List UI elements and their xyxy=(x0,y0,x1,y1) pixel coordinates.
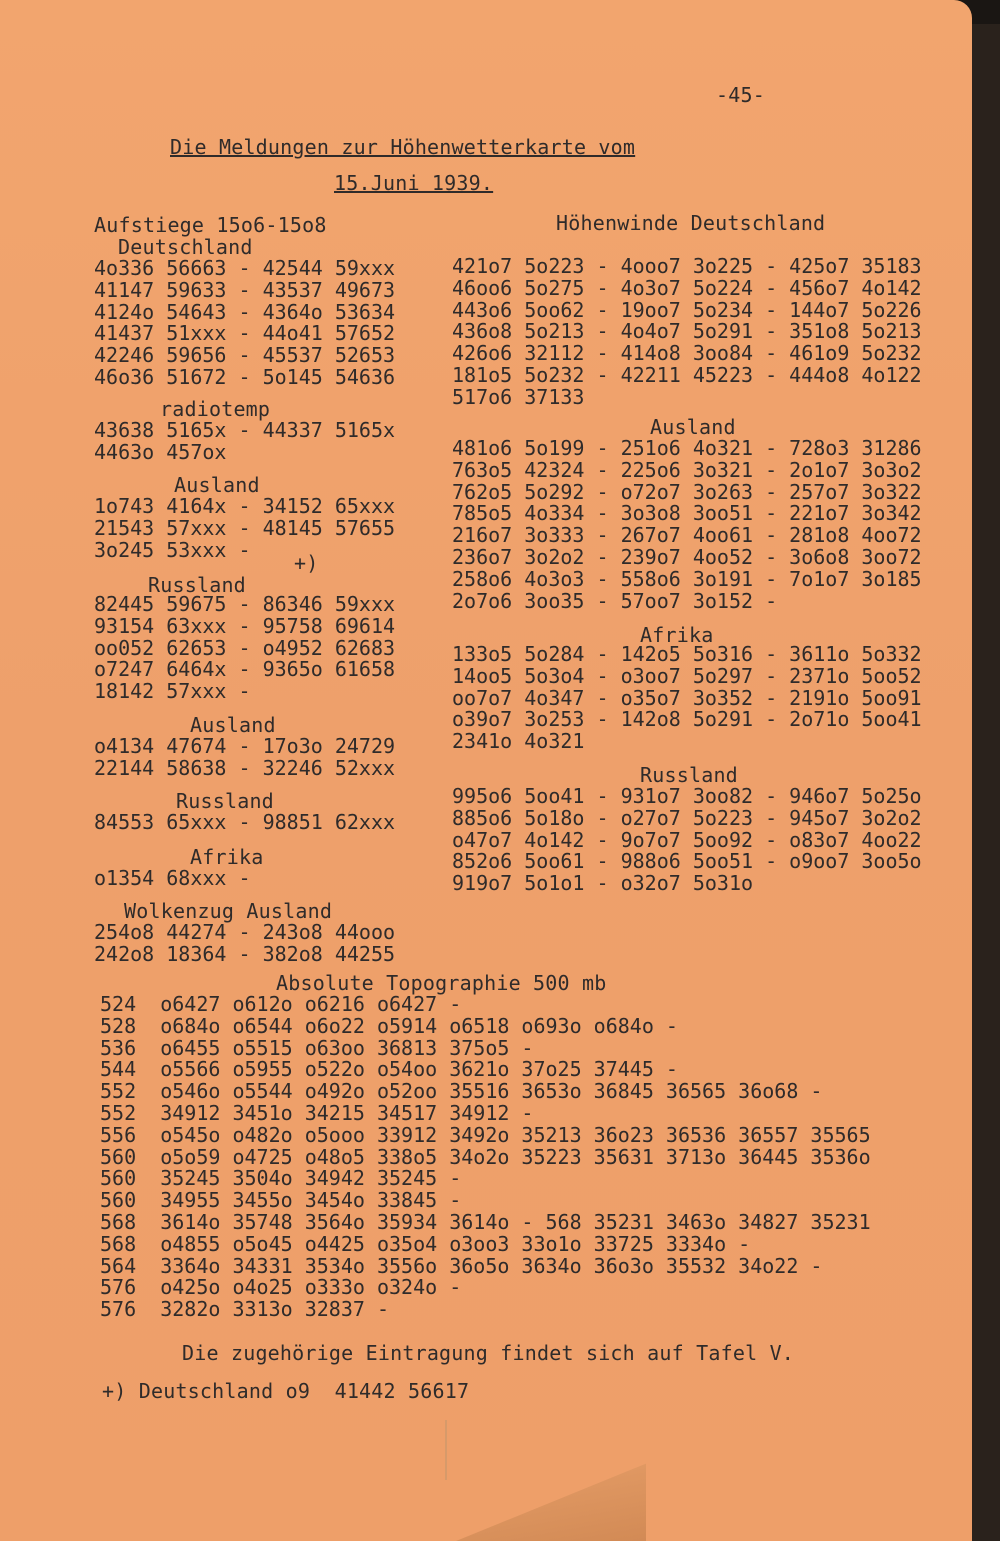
data-line: 443o6 5oo62 - 19oo7 5o234 - 144o7 5o226 xyxy=(452,297,922,322)
data-line: 536 o6455 o5515 o63oo 36813 375o5 - xyxy=(100,1035,534,1060)
data-line: 560 o5o59 o4725 o48o5 338o5 34o2o 35223 35631 3713o 36445 3536o xyxy=(100,1144,871,1169)
data-line: 46o36 51672 - 5o145 54636 xyxy=(94,364,396,389)
document-title: Die Meldungen zur Höhenwetterkarte vom xyxy=(170,135,636,159)
data-line: 552 o546o o5544 o492o o52oo 35516 3653o 36845 36565 36o68 - xyxy=(100,1079,823,1104)
data-line: 885o6 5o18o - o27o7 5o223 - 945o7 3o2o2 xyxy=(452,805,922,830)
data-line: 84553 65xxx - 98851 62xxx xyxy=(94,810,396,834)
data-line: 919o7 5o1o1 - o32o7 5o31o xyxy=(452,871,754,896)
section-afrika-heading: Afrika xyxy=(190,845,264,869)
data-line: 3o245 53xxx - xyxy=(94,537,251,562)
paper-tear xyxy=(456,1455,646,1541)
data-line: 41147 59633 - 43537 49673 xyxy=(94,277,396,302)
paper-scratch xyxy=(445,1420,447,1480)
section-topographie-heading: Absolute Topographie 500 mb xyxy=(276,971,607,995)
ausland-data xyxy=(94,496,395,561)
data-line: o39o7 3o253 - 142o8 5o291 - 2o71o 5oo41 xyxy=(452,707,922,732)
data-line: 236o7 3o2o2 - 239o7 4oo52 - 3o6o8 3oo72 xyxy=(452,544,922,569)
topographie-data xyxy=(100,994,871,1321)
data-line: 242o8 18364 - 382o8 44255 xyxy=(94,941,396,966)
document-date: 15.Juni 1939. xyxy=(334,171,494,195)
section-russland-wind-heading: Russland xyxy=(640,763,738,787)
section-ausland-heading: Ausland xyxy=(174,473,260,497)
data-line: oo7o7 4o347 - o35o7 3o352 - 2191o 5oo91 xyxy=(452,685,922,710)
data-line: 421o7 5o223 - 4ooo7 3o225 - 425o7 35183 xyxy=(452,254,922,278)
data-line: 560 35245 3504o 34942 35245 - xyxy=(100,1166,462,1191)
russland-wind-data xyxy=(452,786,922,895)
data-line: 216o7 3o333 - 267o7 4oo61 - 281o8 4oo72 xyxy=(452,523,922,548)
section-hoehenwinde-heading: Höhenwinde Deutschland xyxy=(556,211,826,235)
data-line: 568 3614o 35748 3564o 35934 3614o - 568 35231 3463o 34827 35231 xyxy=(100,1209,871,1234)
data-line: 82445 59675 - 86346 59xxx xyxy=(94,592,396,616)
data-line: 2o7o6 3oo35 - 57oo7 3o152 - xyxy=(452,588,778,613)
data-line: 254o8 44274 - 243o8 44ooo xyxy=(94,920,396,944)
data-line: 2341o 4o321 xyxy=(452,729,585,754)
russland-data-2 xyxy=(94,812,395,834)
data-line: 22144 58638 - 32246 52xxx xyxy=(94,755,396,780)
data-line: 560 34955 3455o 3454o 33845 - xyxy=(100,1188,462,1213)
aufstiege-deutschland-data xyxy=(94,258,395,389)
data-line: 763o5 42324 - 225o6 3o321 - 2o1o7 3o3o2 xyxy=(452,457,922,482)
afrika-data xyxy=(94,868,251,890)
data-line: 556 o545o o482o o5ooo 33912 3492o 35213 36o23 36536 36557 35565 xyxy=(100,1122,871,1147)
data-line: 18142 57xxx - xyxy=(94,679,251,704)
russland-data xyxy=(94,594,395,703)
section-ausland-wind-heading: Ausland xyxy=(650,415,736,439)
wolkenzug-data xyxy=(94,922,395,966)
footnote-marker: +) xyxy=(294,551,319,575)
data-line: 564 3364o 34331 3534o 3556o 36o5o 3634o 36o3o 35532 34o22 - xyxy=(100,1253,823,1278)
footnote: +) Deutschland o9 41442 56617 xyxy=(102,1379,470,1403)
section-deutschland-subheading: Deutschland xyxy=(118,235,253,259)
data-line: 552 34912 3451o 34215 34517 34912 - xyxy=(100,1100,534,1125)
data-line: 576 o425o o4o25 o333o o324o - xyxy=(100,1275,462,1300)
data-line: 4463o 457ox xyxy=(94,439,227,464)
data-line: 41437 51xxx - 44o41 57652 xyxy=(94,321,396,346)
data-line: 4o336 56663 - 42544 59xxx xyxy=(94,256,396,280)
data-line: 14oo5 5o3o4 - o3oo7 5o297 - 2371o 5oo52 xyxy=(452,663,922,688)
data-line: 481o6 5o199 - 251o6 4o321 - 728o3 31286 xyxy=(452,436,922,460)
data-line: o1354 68xxx - xyxy=(94,866,251,890)
data-line: 43638 5165x - 44337 5165x xyxy=(94,418,396,442)
data-line: 517o6 37133 xyxy=(452,384,585,409)
data-line: 258o6 4o3o3 - 558o6 3o191 - 7o1o7 3o185 xyxy=(452,566,922,591)
data-line: 46oo6 5o275 - 4o3o7 5o224 - 456o7 4o142 xyxy=(452,275,922,300)
ausland-data-2 xyxy=(94,736,395,780)
radiotemp-data xyxy=(94,420,395,464)
data-line: 995o6 5oo41 - 931o7 3oo82 - 946o7 5o25o xyxy=(452,784,922,808)
section-afrika-wind-heading: Afrika xyxy=(640,623,714,647)
data-line: 762o5 5o292 - o72o7 3o263 - 257o7 3o322 xyxy=(452,479,922,504)
ausland-wind-data xyxy=(452,438,922,612)
data-line: 133o5 5o284 - 142o5 5o316 - 3611o 5o332 xyxy=(452,642,922,666)
data-line: o47o7 4o142 - 9o7o7 5oo92 - o83o7 4oo22 xyxy=(452,827,922,852)
data-line: o7247 6464x - 9365o 61658 xyxy=(94,657,396,682)
data-line: 544 o5566 o5955 o522o o54oo 3621o 37o25 37445 - xyxy=(100,1057,678,1082)
data-line: 524 o6427 o612o o6216 o6427 - xyxy=(100,992,462,1016)
page-edge-shadow xyxy=(972,24,1000,1541)
data-line: 852o6 5oo61 - 988o6 5oo51 - o9oo7 3oo5o xyxy=(452,849,922,874)
data-line: 426o6 32112 - 414o8 3oo84 - 461o9 5o232 xyxy=(452,341,922,366)
data-line: 1o743 4164x - 34152 65xxx xyxy=(94,494,396,518)
closing-note: Die zugehörige Eintragung findet sich auf Tafel V. xyxy=(182,1341,795,1365)
data-line: 436o8 5o213 - 4o4o7 5o291 - 351o8 5o213 xyxy=(452,319,922,344)
data-line: 528 o684o o6544 o6o22 o5914 o6518 o693o o684o - xyxy=(100,1013,678,1038)
data-line: o4134 47674 - 17o3o 24729 xyxy=(94,734,396,758)
page-number: -45- xyxy=(716,83,765,107)
section-ausland-heading-2: Ausland xyxy=(190,713,276,737)
data-line: 93154 63xxx - 95758 69614 xyxy=(94,613,396,638)
data-line: 21543 57xxx - 48145 57655 xyxy=(94,515,396,540)
data-line: 785o5 4o334 - 3o3o8 3oo51 - 221o7 3o342 xyxy=(452,501,922,526)
afrika-wind-data xyxy=(452,644,922,753)
data-line: 42246 59656 - 45537 52653 xyxy=(94,343,396,368)
data-line: 576 3282o 3313o 32837 - xyxy=(100,1297,389,1322)
data-line: 568 o4855 o5o45 o4425 o35o4 o3oo3 33o1o 33725 3334o - xyxy=(100,1231,751,1256)
data-line: 181o5 5o232 - 42211 45223 - 444o8 4o122 xyxy=(452,362,922,387)
section-russland-heading: Russland xyxy=(148,573,246,597)
section-russland-heading-2: Russland xyxy=(176,789,274,813)
section-radiotemp-heading: radiotemp xyxy=(160,397,271,421)
section-wolkenzug-heading: Wolkenzug Ausland xyxy=(124,899,333,923)
data-line: oo052 62653 - o4952 62683 xyxy=(94,635,396,660)
hoehenwinde-deutschland-data xyxy=(452,256,922,409)
data-line: 4124o 54643 - 4364o 53634 xyxy=(94,299,396,324)
section-aufstiege-heading: Aufstiege 15o6-15o8 xyxy=(94,213,327,237)
